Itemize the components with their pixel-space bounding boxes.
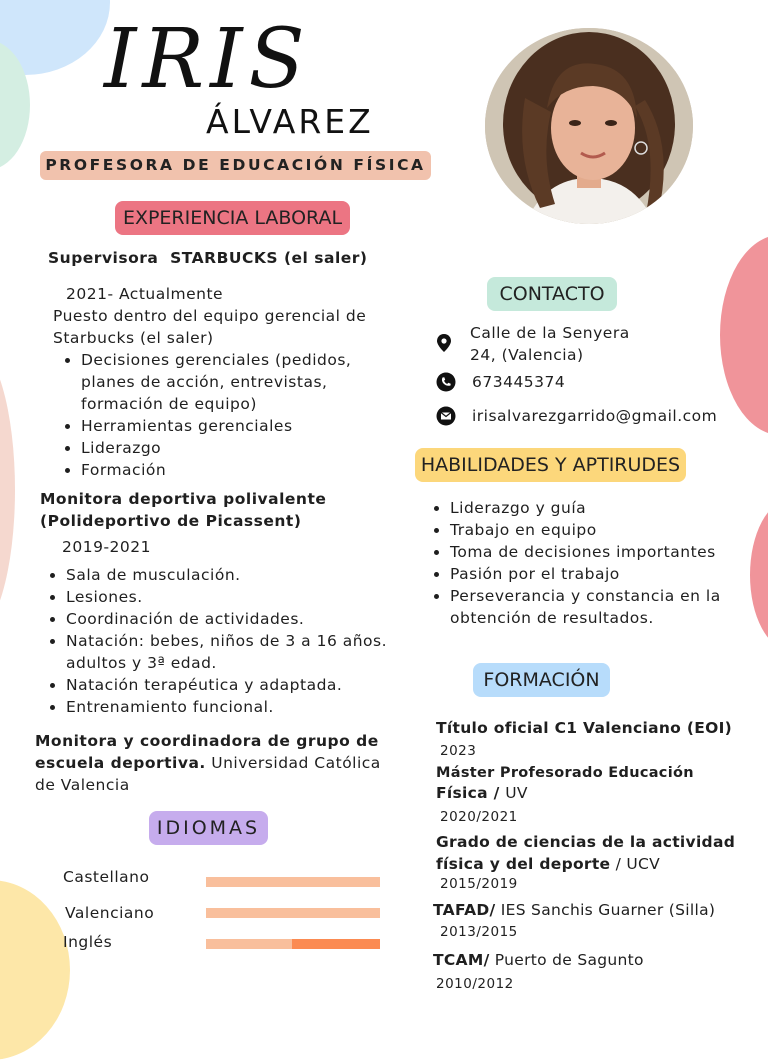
email-icon — [436, 406, 456, 426]
job3 — [35, 730, 390, 796]
job2-bullets — [38, 564, 426, 718]
decor-blob-peach-left — [0, 345, 15, 635]
list-item: • Pasión por el trabajo — [450, 563, 768, 585]
job1-dates: 2021- Actualmente — [66, 285, 224, 303]
job3-place: Universidad Católica de Valencia — [35, 754, 381, 794]
education-title-part: física y del deporte — [436, 855, 611, 873]
list-item: • Entrenamiento funcional. — [66, 696, 426, 718]
list-item: • Herramientas gerenciales — [81, 415, 401, 437]
decor-blob-yellow — [0, 880, 70, 1060]
job2-title-line2: (Polideportivo de Picassent) — [40, 512, 302, 530]
job1-bullets — [53, 349, 401, 481]
job1-desc-line1: Puesto dentro del equipo gerencial de — [53, 307, 367, 325]
experience-heading: EXPERIENCIA LABORAL — [115, 201, 350, 235]
job1-desc-line2: Starbucks (el saler) — [53, 329, 214, 347]
list-item: • Liderazgo — [81, 437, 401, 459]
list-item: • Decisiones gerenciales (pedidos, planes de acción, entrevistas, formación de equipo) — [81, 349, 401, 415]
decor-blob-pink-right — [720, 235, 768, 435]
education-title-line2 — [436, 854, 660, 874]
list-item: • Trabajo en equipo — [450, 519, 768, 541]
contact-address-line2: 24, (Valencia) — [470, 346, 584, 364]
skills-list — [422, 497, 768, 629]
education-title-line1: Máster Profesorado Educación — [436, 765, 694, 781]
languages-heading: IDIOMAS — [149, 811, 268, 845]
list-item: • Lesiones. — [66, 586, 426, 608]
education-year: 2023 — [440, 743, 477, 759]
education-title: Título oficial C1 Valenciano (EOI) — [436, 719, 733, 737]
location-pin-icon — [434, 333, 454, 353]
education-place: IES Sanchis Guarner (Silla) — [495, 901, 716, 919]
job-title: PROFESORA DE EDUCACIÓN FÍSICA — [45, 156, 426, 174]
education-title-part: TCAM/ — [433, 951, 490, 969]
list-item: • Toma de decisiones importantes — [450, 541, 768, 563]
language-level-fill — [292, 939, 380, 949]
profile-photo — [485, 28, 693, 224]
list-item: • Formación — [81, 459, 401, 481]
job-title-badge — [40, 151, 431, 180]
education-title-line2 — [436, 783, 528, 803]
last-name: ÁLVAREZ — [206, 102, 374, 141]
education-heading: FORMACIÓN — [473, 663, 610, 697]
list-item: • Sala de musculación. — [66, 564, 426, 586]
education-title — [433, 950, 644, 970]
language-name: Inglés — [63, 933, 113, 951]
education-year: 2010/2012 — [436, 976, 514, 992]
education-place: UV — [505, 784, 528, 802]
list-item: • Natación: bebes, niños de 3 a 16 años. adultos y 3ª edad. — [66, 630, 426, 674]
education-title-part: Física / — [436, 784, 506, 802]
education-place: Puerto de Sagunto — [489, 951, 644, 969]
language-level-bar — [206, 877, 380, 887]
contact-email[interactable]: irisalvarezgarrido@gmail.com — [472, 407, 718, 425]
list-item: • Perseverancia y constancia en la obtención de resultados. — [450, 585, 768, 629]
education-year: 2013/2015 — [440, 924, 518, 940]
contact-heading: CONTACTO — [487, 277, 617, 311]
list-item: • Liderazgo y guía — [450, 497, 768, 519]
language-name: Castellano — [63, 868, 150, 886]
language-name: Valenciano — [65, 904, 155, 922]
education-year: 2015/2019 — [440, 876, 518, 892]
first-name: IRIS — [104, 12, 311, 107]
list-item: • Natación terapéutica y adaptada. — [66, 674, 426, 696]
list-item: • Coordinación de actividades. — [66, 608, 426, 630]
job1-title: Supervisora STARBUCKS (el saler) — [48, 249, 368, 267]
skills-heading: HABILIDADES Y APTIRUDES — [415, 448, 686, 482]
contact-phone: 673445374 — [472, 373, 566, 391]
job2-title-line1: Monitora deportiva polivalente — [40, 490, 327, 508]
portrait-illustration — [485, 28, 693, 224]
language-level-bar — [206, 908, 380, 918]
job3-title: Monitora y coordinadora de grupo de escuela deportiva. — [35, 732, 379, 772]
contact-address-line1: Calle de la Senyera — [470, 324, 630, 342]
phone-icon — [436, 372, 456, 392]
education-title — [433, 900, 715, 920]
job2-dates: 2019-2021 — [62, 538, 151, 556]
education-year: 2020/2021 — [440, 809, 518, 825]
education-title-part: TAFAD/ — [433, 901, 496, 919]
education-title-line1: Grado de ciencias de la actividad — [436, 833, 736, 851]
education-place: / UCV — [610, 855, 661, 873]
